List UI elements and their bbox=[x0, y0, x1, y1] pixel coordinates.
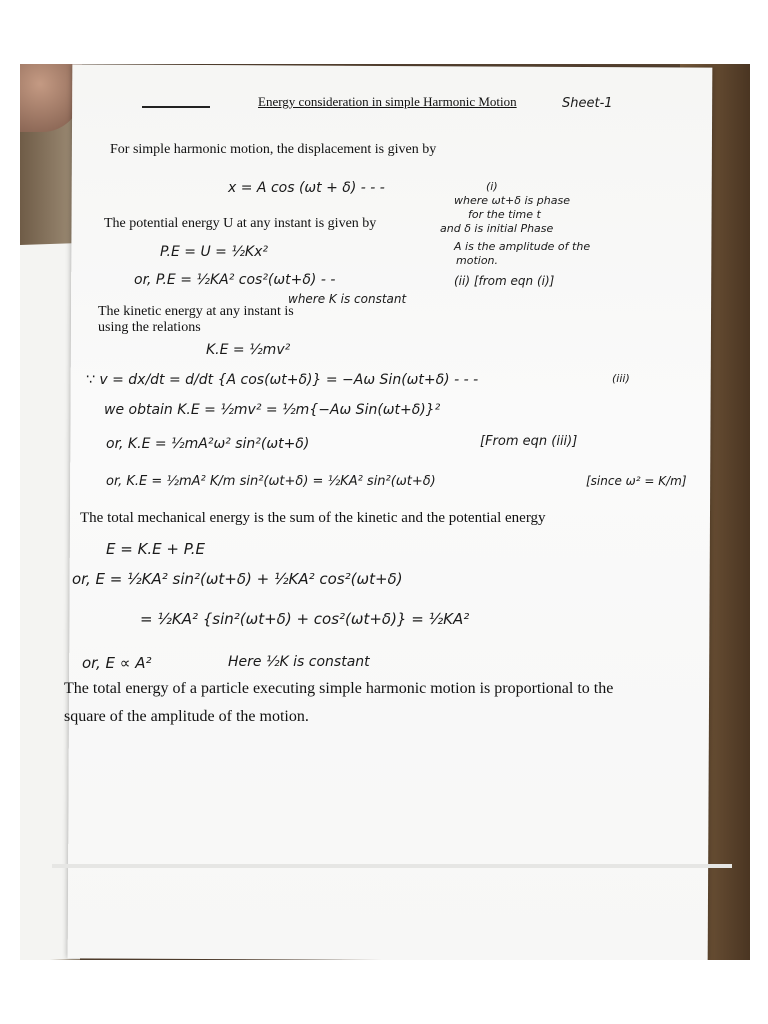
potential-intro: The potential energy U at any instant is given by bbox=[104, 216, 377, 231]
page-title: Energy consideration in simple Harmonic Motion bbox=[258, 94, 517, 109]
eq-ke-2: or, K.E = ½mA²ω² sin²(ωt+δ) bbox=[106, 436, 310, 452]
note-phase: where ωt+δ is phase bbox=[454, 194, 570, 207]
note-initial-phase: and δ is initial Phase bbox=[440, 222, 554, 235]
total-mech-text: The total mechanical energy is the sum of the kinetic and the potential energy bbox=[80, 510, 546, 526]
note-amplitude: A is the amplitude of the bbox=[454, 240, 591, 253]
eq-ke-2-ref: [From eqn (iii)] bbox=[480, 434, 578, 449]
eq-pe-2: or, P.E = ½KA² cos²(ωt+δ) - - bbox=[134, 272, 336, 288]
eq-ref-1: (i) bbox=[486, 180, 498, 193]
eq-velocity: ∵ v = dx/dt = d/dt {A cos(ωt+δ)} = −Aω Sin(ωt+δ) - - - bbox=[86, 372, 479, 388]
eq-ke-3-ref: [since ω² = K/m] bbox=[586, 474, 687, 488]
conclusion-line-1: The total energy of a particle executing simple harmonic motion is proportional to the bbox=[64, 680, 614, 697]
header-dash bbox=[142, 106, 210, 108]
eq-pe-1: P.E = U = ½Kx² bbox=[160, 244, 268, 260]
eq-e-3: = ½KA² {sin²(ωt+δ) + cos²(ωt+δ)} = ½KA² bbox=[140, 610, 470, 628]
kinetic-intro-1: The kinetic energy at any instant is bbox=[98, 304, 294, 319]
conclusion-line-2: square of the amplitude of the motion. bbox=[64, 708, 309, 725]
note-time: for the time t bbox=[468, 208, 541, 221]
eq-displacement: x = A cos (ωt + δ) - - - bbox=[228, 180, 385, 196]
sheet-number: Sheet-1 bbox=[562, 96, 613, 111]
note-k-constant: where K is constant bbox=[288, 292, 407, 306]
eq-ke-3: or, K.E = ½mA² K/m sin²(ωt+δ) = ½KA² sin²(ωt+δ) bbox=[106, 474, 436, 489]
paper-edge bbox=[52, 864, 732, 868]
intro-text: For simple harmonic motion, the displacement is given by bbox=[110, 142, 437, 157]
eq-velocity-ref: (iii) bbox=[612, 372, 630, 385]
eq-obtain: we obtain K.E = ½mv² = ½m{−Aω Sin(ωt+δ)}² bbox=[104, 402, 441, 418]
kinetic-intro-2: using the relations bbox=[98, 320, 201, 335]
eq-e-1: E = K.E + P.E bbox=[106, 540, 205, 558]
note-motion: motion. bbox=[456, 254, 499, 267]
eq-e-4-note: Here ½K is constant bbox=[228, 654, 370, 670]
eq-pe-2-ref: (ii) [from eqn (i)] bbox=[454, 274, 555, 288]
eq-ke-1: K.E = ½mv² bbox=[206, 342, 291, 358]
eq-e-4: or, E ∝ A² bbox=[82, 654, 152, 672]
eq-e-2: or, E = ½KA² sin²(ωt+δ) + ½KA² cos²(ωt+δ) bbox=[72, 570, 403, 588]
